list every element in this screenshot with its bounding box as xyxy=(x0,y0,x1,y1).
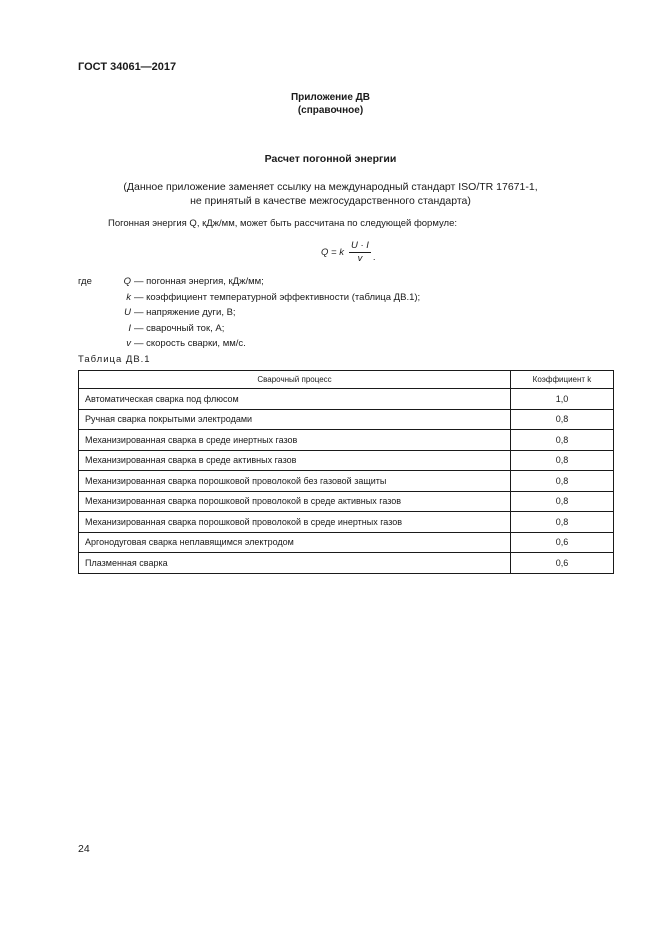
definition-text: — сварочный ток, А; xyxy=(134,322,225,334)
coefficient-cell: 0,8 xyxy=(511,491,614,512)
process-cell: Механизированная сварка порошковой проволокой без газовой защиты xyxy=(79,471,511,492)
table-row xyxy=(79,389,614,410)
process-cell: Плазменная сварка xyxy=(79,553,511,574)
definition-symbol: k xyxy=(126,291,131,303)
column-header-coefficient: Коэффициент k xyxy=(511,371,614,389)
table-header-row xyxy=(79,371,614,389)
table-row xyxy=(79,491,614,512)
definition-row xyxy=(78,274,420,290)
document-code: ГОСТ 34061—2017 xyxy=(78,61,177,73)
table-row xyxy=(79,471,614,492)
column-header-process: Сварочный процесс xyxy=(79,371,511,389)
formula-fraction xyxy=(349,240,371,265)
definition-text: — напряжение дуги, В; xyxy=(134,307,236,318)
table-row xyxy=(79,532,614,553)
formula-lhs: Q = k xyxy=(321,247,344,258)
coefficient-cell: 1,0 xyxy=(511,389,614,410)
definition-row xyxy=(78,321,420,337)
table-row xyxy=(79,512,614,533)
coefficient-cell: 0,6 xyxy=(511,553,614,574)
table-row xyxy=(79,409,614,430)
page-number: 24 xyxy=(78,843,90,855)
process-cell: Автоматическая сварка под флюсом xyxy=(79,389,511,410)
definition-text: — скорость сварки, мм/с. xyxy=(134,338,246,349)
process-cell: Механизированная сварка в среде инертных газов xyxy=(79,430,511,451)
formula-numerator: U · I xyxy=(350,240,369,251)
where-label: где xyxy=(78,276,92,287)
coefficient-cell: 0,8 xyxy=(511,512,614,533)
coefficient-cell: 0,8 xyxy=(511,430,614,451)
process-cell: Механизированная сварка в среде активных газов xyxy=(79,450,511,471)
formula-end: . xyxy=(372,252,376,263)
process-cell: Ручная сварка покрытыми электродами xyxy=(79,409,511,430)
coefficient-cell: 0,8 xyxy=(511,471,614,492)
definition-text: — погонная энергия, кДж/мм; xyxy=(134,276,264,287)
process-cell: Механизированная сварка порошковой проволокой в среде инертных газов xyxy=(79,512,511,533)
process-cell: Аргонодуговая сварка неплавящимся электродом xyxy=(79,532,511,553)
appendix-note xyxy=(0,180,661,208)
definition-symbol: I xyxy=(128,322,131,334)
appendix-title: Приложение ДВ xyxy=(290,92,371,103)
table-row xyxy=(79,553,614,574)
coefficient-table xyxy=(78,370,614,574)
appendix-subtitle: (справочное) xyxy=(297,105,364,116)
table-row xyxy=(79,430,614,451)
definition-symbol: U xyxy=(124,307,131,318)
appendix-heading xyxy=(0,91,661,117)
definition-row xyxy=(78,290,420,306)
definition-symbol: v xyxy=(126,338,131,349)
variable-definitions xyxy=(78,274,420,352)
intro-paragraph: Погонная энергия Q, кДж/мм, может быть рассчитана по следующей формуле: xyxy=(108,218,457,229)
note-line-1: (Данное приложение заменяет ссылку на международный стандарт ISO/TR 17671-1, xyxy=(123,181,538,193)
process-cell: Механизированная сварка порошковой проволокой в среде активных газов xyxy=(79,491,511,512)
note-line-2: не принятый в качестве межгосударственного стандарта) xyxy=(190,195,471,207)
table-row xyxy=(79,450,614,471)
formula xyxy=(321,240,376,265)
coefficient-cell: 0,6 xyxy=(511,532,614,553)
table-caption: Таблица ДВ.1 xyxy=(78,354,151,365)
coefficient-cell: 0,8 xyxy=(511,450,614,471)
definition-text: — коэффициент температурной эффективности (таблица ДВ.1); xyxy=(134,291,421,303)
definition-row xyxy=(78,336,420,352)
section-title: Расчет погонной энергии xyxy=(264,153,397,165)
definition-row xyxy=(78,305,420,321)
definition-symbol: Q xyxy=(123,276,131,287)
formula-denominator: v xyxy=(357,253,363,264)
coefficient-cell: 0,8 xyxy=(511,409,614,430)
